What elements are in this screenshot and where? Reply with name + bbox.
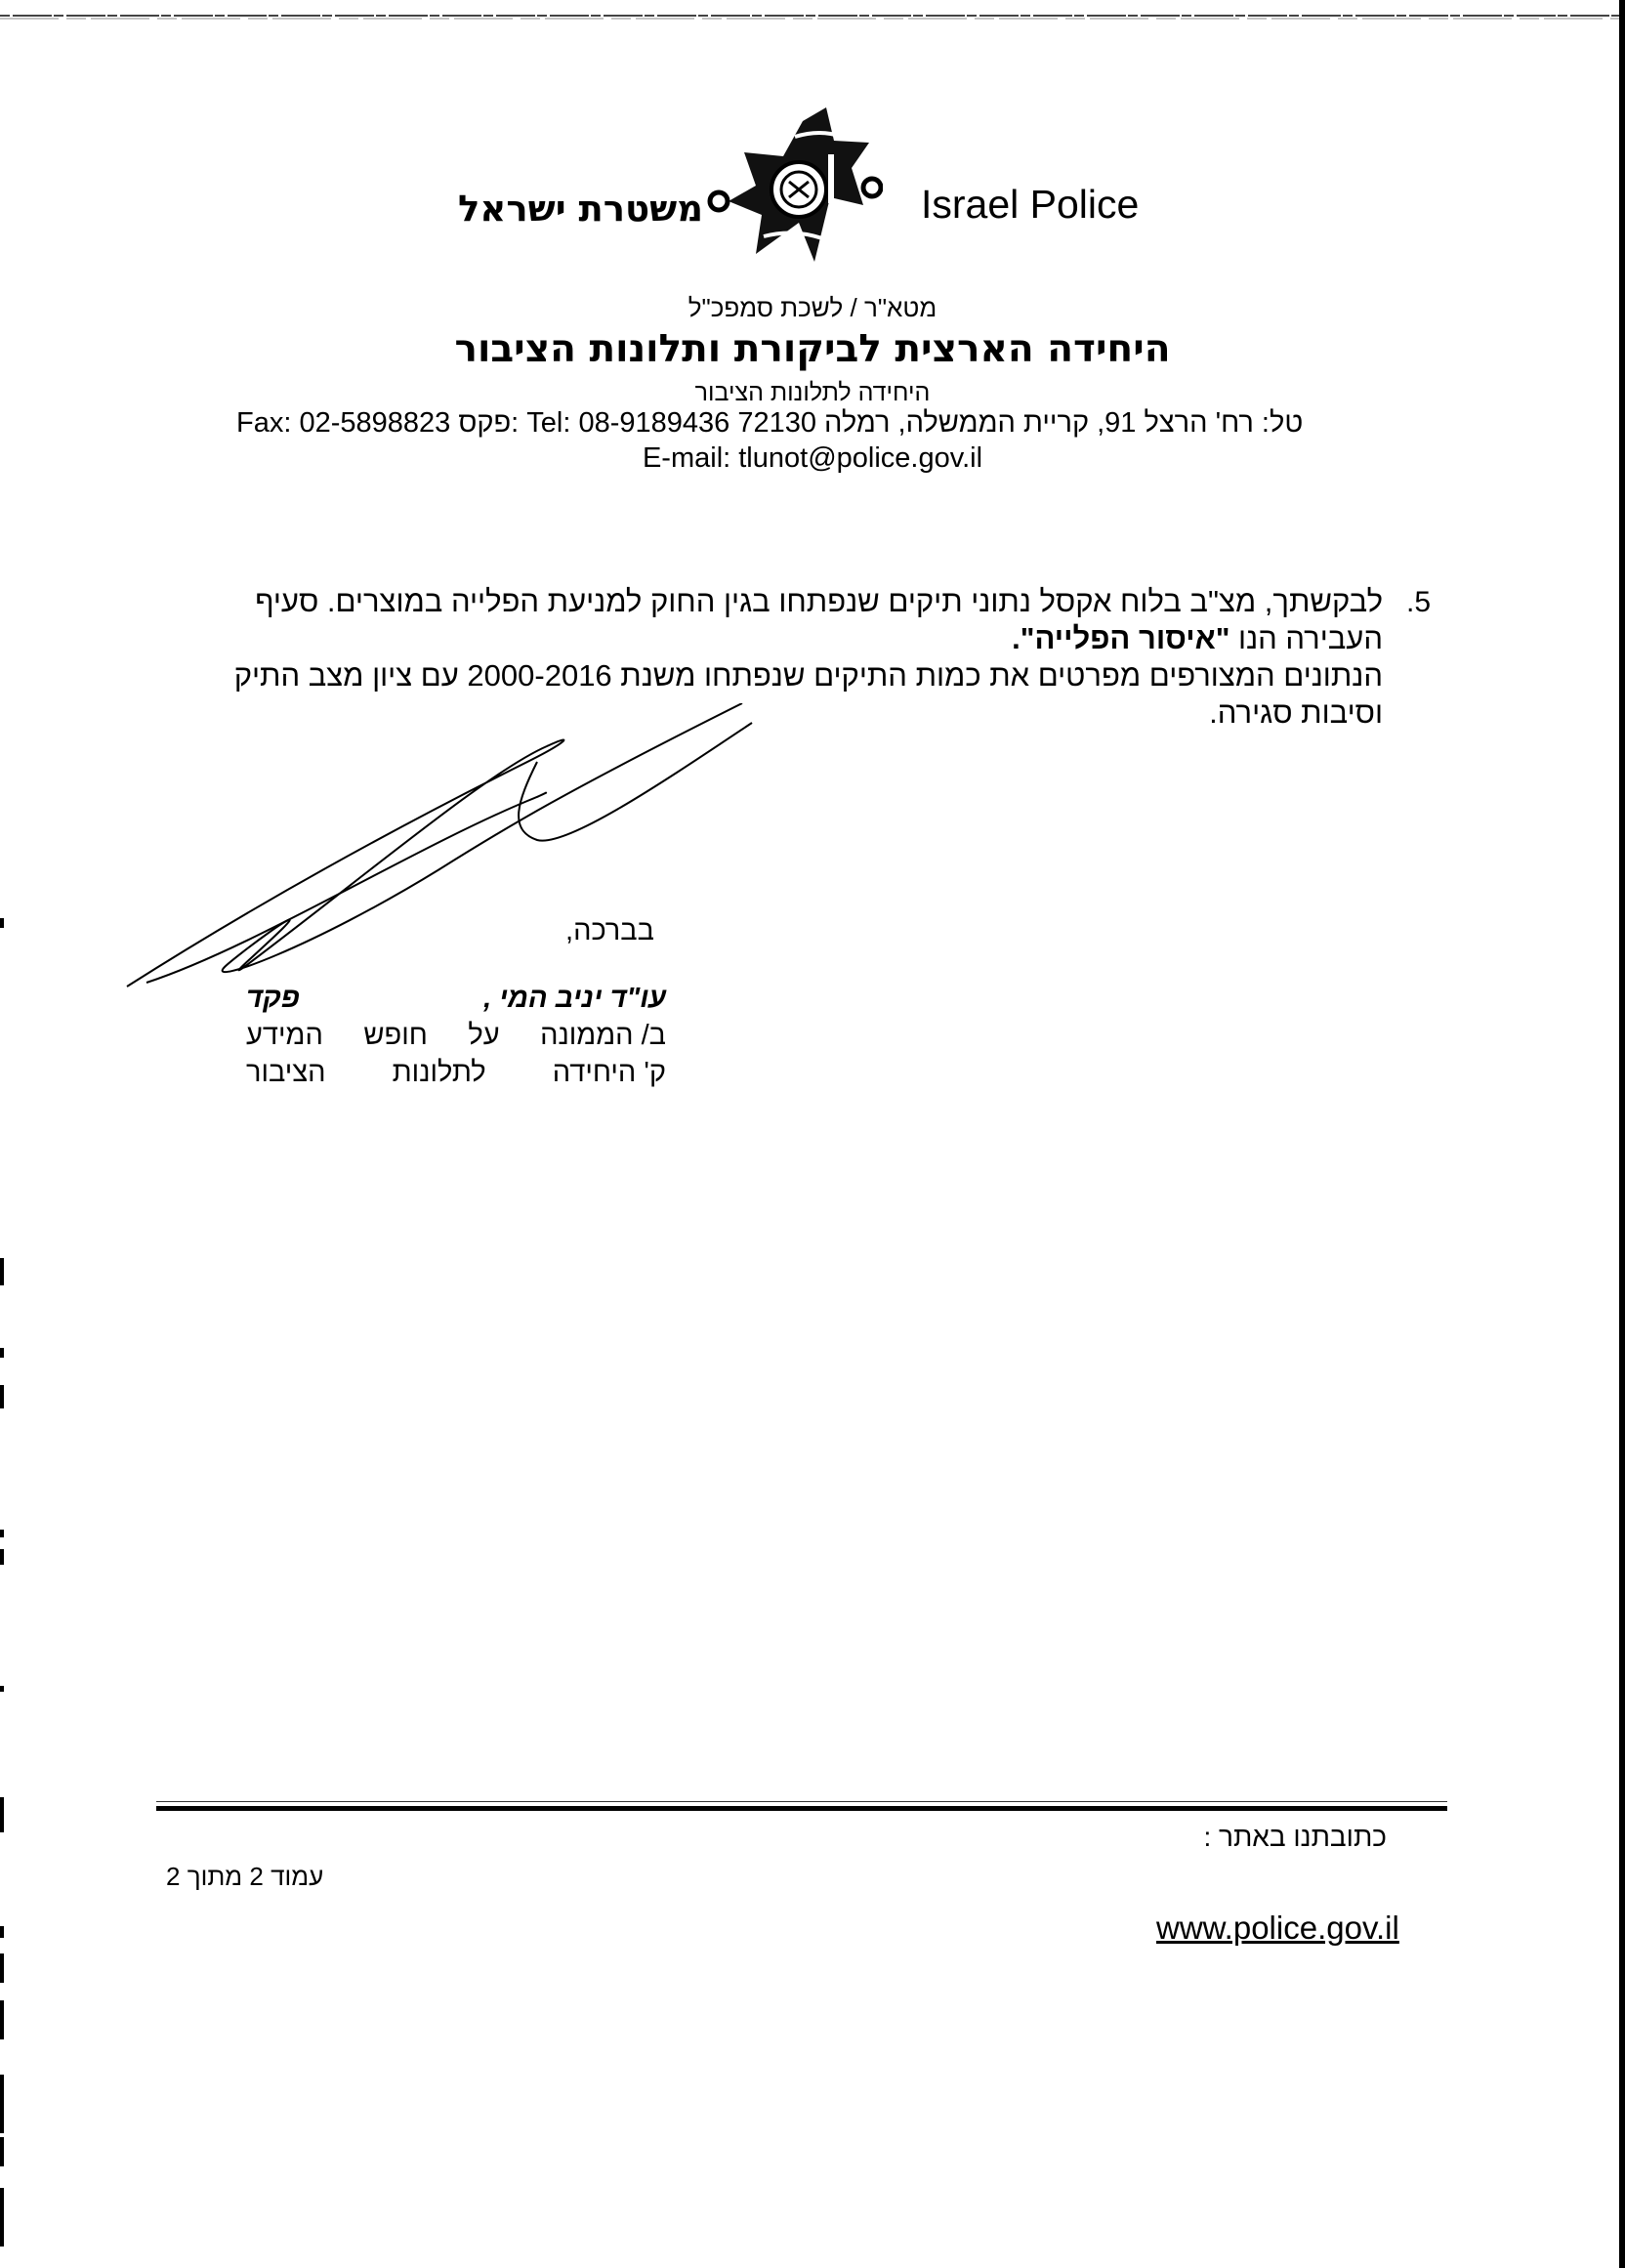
signer-role-word: הציבור	[246, 1057, 326, 1088]
scan-left-mark	[0, 2137, 4, 2166]
footer-divider	[156, 1806, 1447, 1811]
paragraph-line	[160, 620, 1383, 657]
tel-number: Tel: 08-9189436	[526, 407, 730, 439]
scan-left-mark	[0, 2000, 4, 2039]
department-subtitle: מטא"ר / לשכת סמפכ"ל	[688, 293, 938, 322]
signer-block	[246, 980, 666, 1091]
contact-address-line	[236, 407, 1369, 440]
signer-role-word: לתלונות	[392, 1057, 486, 1088]
signer-name: עו"ד יניב המי ,	[483, 983, 666, 1014]
page-count: עמוד 2 מתוך 2	[166, 1862, 324, 1891]
scan-left-mark	[0, 2188, 4, 2247]
signer-name-row	[246, 980, 666, 1017]
street-address: רח' הרצל 91, קריית הממשלה, רמלה 72130	[737, 407, 1254, 439]
signer-role-word: ב/ הממונה	[540, 1020, 666, 1051]
signer-role-row	[246, 1017, 666, 1054]
website-link[interactable]: www.police.gov.il	[1156, 1910, 1399, 1946]
paragraph-text: העבירה הנו	[1229, 621, 1383, 655]
scan-left-mark	[0, 2075, 4, 2133]
scan-left-mark	[0, 1797, 4, 1832]
closing-greeting: בברכה,	[565, 915, 654, 946]
offense-name: "איסור הפלייה".	[1012, 621, 1230, 655]
scan-left-mark	[0, 1530, 4, 1537]
handwritten-signature	[117, 703, 762, 1016]
signer-role-word: ק' היחידה	[552, 1057, 666, 1088]
scan-left-mark	[0, 1385, 4, 1408]
department-title: היחידה הארצית לביקורת ותלונות הציבור	[454, 327, 1171, 371]
scan-left-mark	[0, 1549, 4, 1565]
org-name-english: Israel Police	[921, 182, 1140, 227]
scan-left-mark	[0, 918, 4, 928]
email-address: E-mail: tlunot@police.gov.il	[642, 442, 983, 474]
signer-rank: פקד	[246, 983, 300, 1014]
fax-label: פקס:	[458, 407, 520, 439]
police-emblem-icon	[705, 107, 883, 266]
signer-role-row	[246, 1054, 666, 1091]
scan-left-mark	[0, 1348, 4, 1358]
unit-name: היחידה לתלונות הציבור	[694, 379, 931, 406]
scan-left-mark	[0, 1926, 4, 1938]
footer-divider-thin	[156, 1801, 1447, 1802]
scan-left-mark	[0, 1258, 4, 1285]
signer-role-word: המידע	[246, 1020, 323, 1051]
scan-top-edge	[0, 0, 1625, 21]
tel-label: טל:	[1261, 407, 1304, 439]
paragraph-line: לבקשתך, מצ"ב בלוח אקסל נתוני תיקים שנפתחו בגין החוק למניעת הפלייה במוצרים. סעיף	[255, 584, 1383, 618]
scan-left-mark	[0, 1686, 4, 1692]
paragraph-line: וסיבות סגירה.	[1209, 695, 1383, 730]
org-name-hebrew: משטרת ישראל	[458, 188, 703, 230]
signer-role-word: חופש	[363, 1020, 428, 1051]
signer-role-word: על	[468, 1020, 500, 1051]
scan-left-mark	[0, 1953, 4, 1983]
paragraph-line: הנתונים המצורפים מפרטים את כמות התיקים שנפתחו משנת 2000-2016 עם ציון מצב התיק	[233, 658, 1383, 693]
fax-number: Fax: 02-5898823	[236, 407, 451, 439]
item-number: .5	[1406, 586, 1432, 618]
footer-address-label: כתובתנו באתר :	[1203, 1822, 1387, 1852]
